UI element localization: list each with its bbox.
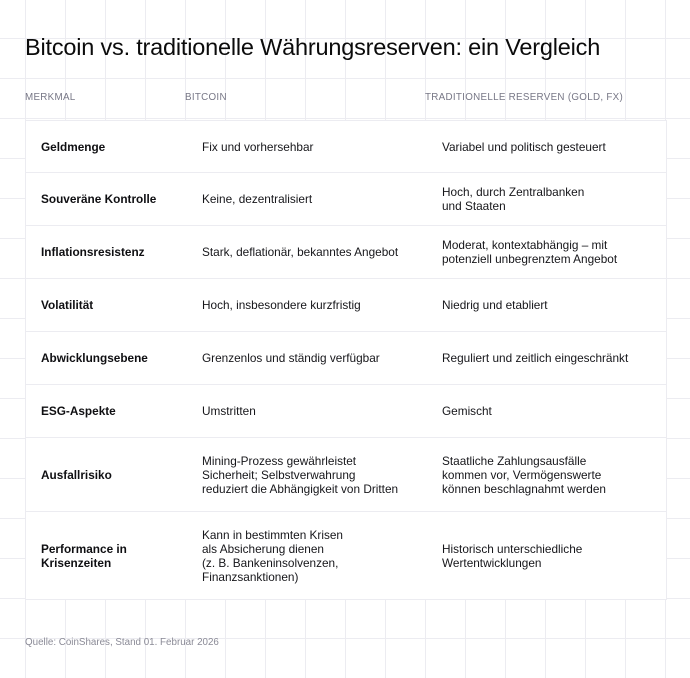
cell-line: als Absicherung dienen	[202, 541, 324, 556]
traditional-cell	[426, 454, 666, 496]
table-row	[26, 173, 666, 226]
cell-line: Inflationsresistenz	[41, 245, 145, 259]
cell-line: Hoch, insbesondere kurzfristig	[202, 298, 361, 312]
cell-line: Fix und vorhersehbar	[202, 139, 314, 154]
table-row	[26, 332, 666, 385]
bitcoin-cell	[186, 351, 426, 365]
cell-line: Geldmenge	[41, 139, 106, 154]
feature-cell	[26, 245, 186, 259]
table-row	[26, 385, 666, 438]
cell-line: Performance in	[41, 541, 127, 556]
cell-line: Reguliert und zeitlich eingeschränkt	[442, 351, 629, 365]
table-row	[26, 512, 666, 600]
cell-line: Variabel und politisch gesteuert	[442, 139, 606, 154]
bitcoin-cell	[186, 454, 426, 496]
comparison-table	[25, 120, 667, 600]
cell-line: können beschlagnahmt werden	[442, 481, 606, 496]
traditional-cell	[426, 351, 666, 365]
table-row	[26, 438, 666, 512]
table-row	[26, 279, 666, 332]
cell-line: Keine, dezentralisiert	[202, 192, 313, 206]
cell-line: und Staaten	[442, 199, 506, 213]
cell-line: Staatliche Zahlungsausfälle	[442, 453, 587, 468]
cell-line: Wertentwicklungen	[442, 555, 542, 570]
feature-cell	[26, 351, 186, 365]
feature-cell	[26, 542, 186, 570]
feature-cell	[26, 298, 186, 312]
column-header-feature: MERKMAL	[25, 92, 76, 103]
feature-cell	[26, 404, 186, 418]
cell-line: ESG-Aspekte	[41, 404, 116, 418]
cell-line: Niedrig und etabliert	[442, 298, 548, 312]
table-row	[26, 120, 666, 173]
bitcoin-cell	[186, 192, 426, 206]
cell-line: kommen vor, Vermögenswerte	[442, 467, 602, 482]
cell-line: Kann in bestimmten Krisen	[202, 527, 343, 542]
cell-line: Sicherheit; Selbstverwahrung	[202, 467, 356, 482]
traditional-cell	[426, 404, 666, 418]
traditional-cell	[426, 238, 666, 266]
cell-line: Krisenzeiten	[41, 555, 112, 570]
cell-line: Umstritten	[202, 404, 256, 418]
source-note: Quelle: CoinShares, Stand 01. Februar 2026	[25, 637, 219, 648]
table-row	[26, 226, 666, 279]
bitcoin-cell	[186, 404, 426, 418]
traditional-cell	[426, 298, 666, 312]
cell-line: Ausfallrisiko	[41, 467, 112, 482]
bitcoin-cell	[186, 528, 426, 584]
feature-cell	[26, 140, 186, 154]
table-header	[25, 92, 665, 106]
cell-line: Hoch, durch Zentralbanken	[442, 185, 585, 199]
cell-line: Abwicklungsebene	[41, 351, 148, 365]
cell-line: Gemischt	[442, 404, 492, 418]
traditional-cell	[426, 140, 666, 154]
feature-cell	[26, 192, 186, 206]
cell-line: Mining-Prozess gewährleistet	[202, 453, 357, 468]
cell-line: Grenzenlos und ständig verfügbar	[202, 351, 380, 365]
cell-line: Moderat, kontextabhängig – mit	[442, 238, 608, 252]
bitcoin-cell	[186, 298, 426, 312]
column-header-bitcoin: BITCOIN	[185, 92, 227, 103]
cell-line: (z. B. Bankeninsolvenzen,	[202, 555, 339, 570]
cell-line: reduziert die Abhängigkeit von Dritten	[202, 481, 399, 496]
cell-line: potenziell unbegrenztem Angebot	[442, 252, 618, 266]
cell-line: Historisch unterschiedliche	[442, 541, 583, 556]
traditional-cell	[426, 542, 666, 570]
cell-line: Souveräne Kontrolle	[41, 192, 157, 206]
column-header-traditional: TRADITIONELLE RESERVEN (GOLD, FX)	[425, 92, 624, 103]
page-title: Bitcoin vs. traditionelle Währungsreserven: ein Vergleich	[25, 34, 601, 60]
cell-line: Volatilität	[41, 298, 94, 312]
traditional-cell	[426, 185, 666, 213]
cell-line: Stark, deflationär, bekanntes Angebot	[202, 245, 399, 259]
cell-line: Finanzsanktionen)	[202, 569, 299, 584]
feature-cell	[26, 468, 186, 482]
bitcoin-cell	[186, 245, 426, 259]
bitcoin-cell	[186, 140, 426, 154]
